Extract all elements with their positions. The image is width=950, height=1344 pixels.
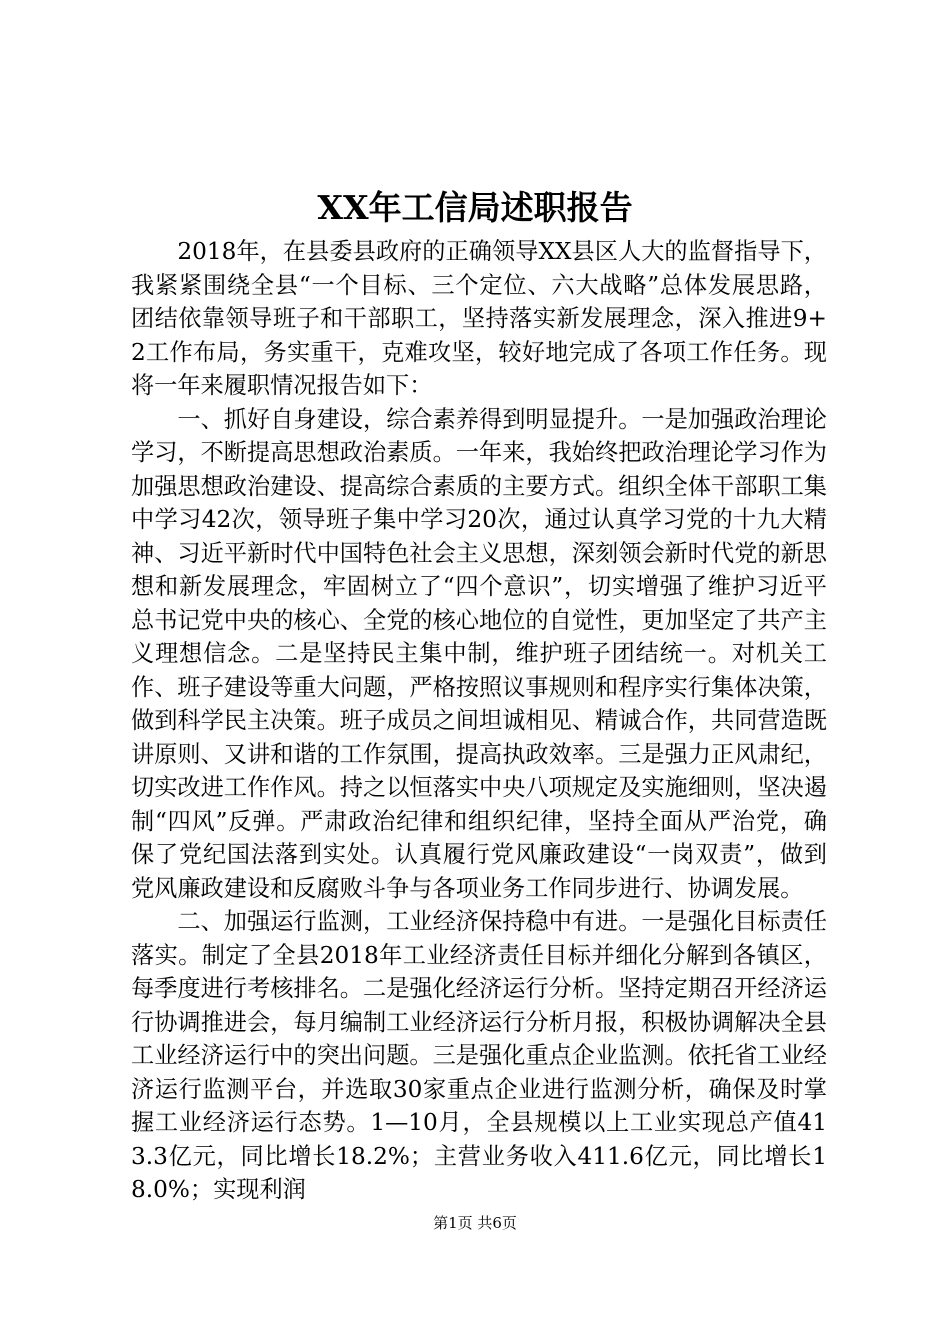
- page-footer: [0, 1213, 950, 1233]
- paragraph-section-1: 一、抓好自身建设，综合素养得到明显提升。一是加强政治理论学习，不断提高思想政治素质。一年来，我始终把政治理论学习作为加强思想政治建设、提高综合素质的主要方式。组织全体干部职工集中学习42次，领导班子集中学习20次，通过认真学习党的十九大精神、习近平新时代中国特色社会主义思想，深刻领会新时代党的新思想和新发展理念，牢固树立了“四个意识”，切实增强了维护习近平总书记党中央的核心、全党的核心地位的自觉性，更加坚定了共产主义理想信念。二是坚持民主集中制，维护班子团结统一。对机关工作、班子建设等重大问题，严格按照议事规则和程序实行集体决策，做到科学民主决策。班子成员之间坦诚相见、精诚合作，共同营造既讲原则、又讲和谐的工作氛围，提高执政效率。三是强力正风肃纪，切实改进工作作风。持之以恒落实中央八项规定及实施细则，坚决遏制“四风”反弹。严肃政治纪律和组织纪律，坚持全面从严治党，确保了党纪国法落到实处。认真履行党风廉政建设“一岗双责”，做到党风廉政建设和反腐败斗争与各项业务工作同步进行、协调发展。: [131, 405, 827, 902]
- page-number: 第1页 共6页: [433, 1214, 517, 1232]
- document-title: XX年工信局述职报告: [317, 188, 633, 227]
- paragraph-section-2: 二、加强运行监测，工业经济保持稳中有进。一是强化目标责任落实。制定了全县2018年工业经济责任目标并细化分解到各镇区，每季度进行考核排名。二是强化经济运行分析。坚持定期召开经济运行协调推进会，每月编制工业经济运行分析月报，积极协调解决全县工业经济运行中的突出问题。三是强化重点企业监测。依托省工业经济运行监测平台，并选取30家重点企业进行监测分析，确保及时掌握工业经济运行态势。1—10月，全县规模以上工业实现总产值413.3亿元，同比增长18.2%；主营业务收入411.6亿元，同比增长18.0%；实现利润: [131, 908, 827, 1203]
- document-body: [131, 235, 827, 1207]
- paragraph-intro: 2018年，在县委县政府的正确领导XX县区人大的监督指导下，我紧紧围绕全县“一个目标、三个定位、六大战略”总体发展思路，团结依靠领导班子和干部职工，坚持落实新发展理念，深入推进9+2工作布局，务实重干，克难攻坚，较好地完成了各项工作任务。现将一年来履职情况报告如下：: [131, 238, 827, 399]
